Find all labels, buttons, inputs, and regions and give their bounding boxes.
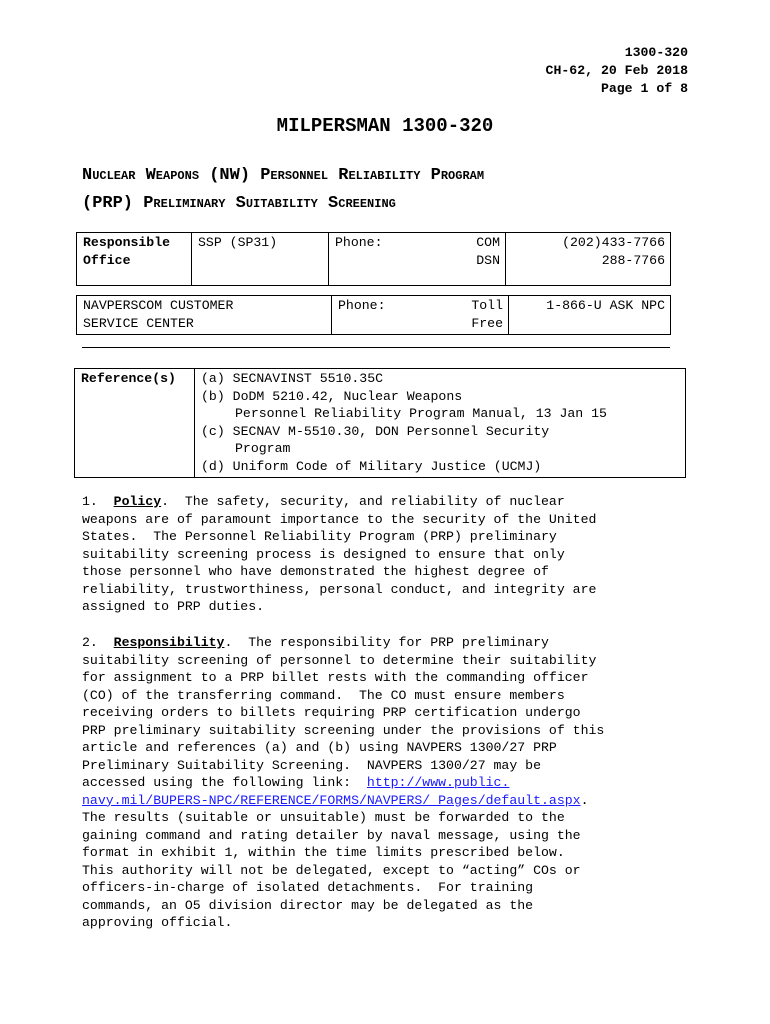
references-table (74, 368, 686, 478)
responsible-office-value: SSP (SP31) (192, 233, 329, 286)
customer-service-table (76, 295, 671, 335)
page-title: MILPERSMAN 1300-320 (276, 115, 494, 137)
phone-numbers: (202)433-7766 288-7766 (506, 233, 671, 286)
policy-number: 1. (82, 494, 114, 509)
document-header (546, 44, 688, 98)
policy-paragraph (82, 493, 692, 616)
responsibility-heading: Responsibility (113, 635, 225, 650)
responsible-office-table (76, 232, 671, 286)
customer-phone-cell (332, 296, 509, 335)
phone-cell (329, 233, 506, 286)
reference-c-cont: Program (235, 441, 291, 456)
reference-a: (a) SECNAVINST 5510.35C (201, 371, 384, 386)
phone-types: COM DSN (476, 235, 500, 268)
phone-label: Phone: (335, 235, 383, 250)
responsibility-paragraph (82, 634, 692, 932)
responsibility-text-after: . The results (suitable or unsuitable) must be forwarded to the gaining command and rating detailer by naval message, using the format in exhibit 1, within the time limits prescribed below. This authority will not be delegated, except to “acting” COs or officers-in-charge of isolated detachments. For training commands, an O5 division director may be delegated as the approving official. (82, 792, 589, 930)
change-date: CH-62, 20 Feb 2018 (545, 63, 688, 78)
page-number: Page 1 of 8 (600, 81, 688, 96)
policy-heading: Policy (113, 494, 162, 509)
navpers-form-link[interactable]: http://www.public. navy.mil/BUPERS-NPC/REFERENCE/FORMS/NAVPERS/ Pages/default.aspx (82, 775, 581, 808)
responsibility-text-before: . The responsibility for PRP preliminary suitability screening of personnel to determine their suitability for assignment to a PRP billet rests with the commanding officer (CO) of the transferring command. The CO must ensure members receiving orders to billets requiring PRP certification undergo PRP preliminary suitability screening under the provisions of this article and references (a) and (b) using NAVPERS 1300/27 PRP Preliminary Suitability Screening. NAVPERS 1300/27 may be accessed using the following link: (82, 635, 605, 790)
reference-b-cont: Personnel Reliability Program Manual, 13 Jan 15 (235, 406, 607, 421)
reference-b: (b) DoDM 5210.42, Nuclear Weapons (201, 388, 463, 404)
doc-number: 1300-320 (624, 45, 688, 60)
references-label: Reference(s) (75, 369, 195, 478)
customer-service-name: NAVPERSCOM CUSTOMER SERVICE CENTER (77, 296, 332, 335)
policy-text: . The safety, security, and reliability of nuclear weapons are of paramount importance to the security of the United States. The Personnel Reliability Program (PRP) preliminary suitability screening process is designed to ensure that only those personnel who have demonstrated the highest degree of reliability, trustworthiness, personal conduct, and integrity are assigned to PRP duties. (82, 494, 597, 614)
reference-d: (d) Uniform Code of Military Justice (UCMJ) (201, 458, 542, 474)
customer-phone-type: Toll Free (471, 298, 503, 331)
divider (82, 347, 670, 348)
article-subtitle (82, 162, 484, 218)
customer-phone-label: Phone: (338, 298, 386, 313)
subtitle-line-2: (PRP) Preliminary Suitability Screening (82, 194, 396, 213)
responsible-office-label: Responsible Office (77, 233, 192, 286)
responsibility-number: 2. (82, 635, 114, 650)
subtitle-line-1: Nuclear Weapons (NW) Personnel Reliability Program (82, 166, 485, 185)
reference-c: (c) SECNAV M-5510.30, DON Personnel Security (201, 423, 550, 439)
customer-phone-number: 1-866-U ASK NPC (509, 296, 671, 335)
references-list (195, 369, 686, 478)
